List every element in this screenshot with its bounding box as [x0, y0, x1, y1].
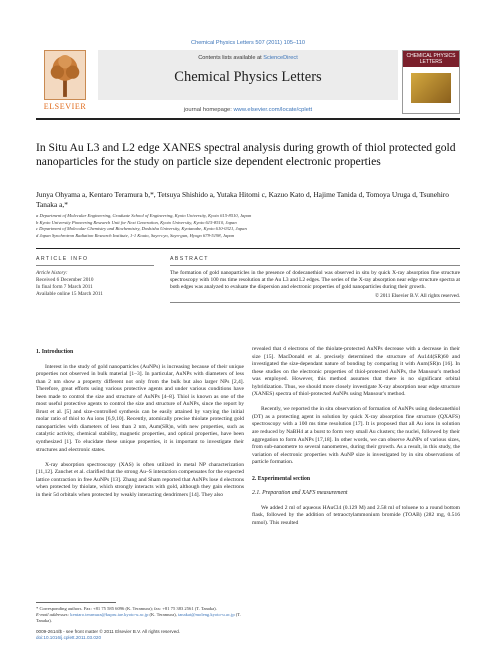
email-addresses [36, 612, 244, 624]
contents-prefix: Contents lists available at [198, 55, 264, 61]
email-suffix-1: (K. Teramura), [148, 612, 178, 617]
journal-banner [98, 50, 398, 100]
intro-paragraph-4: Recently, we reported the in situ observation of formation of AuNPs using dodecanethiol (DT) as a protecting agent in solution by quick X-ray absorption fine structure (QXAFS) spectroscopy with a 100 ms time resolution [17]. It is proposed that all Au ions in solution are reduced by NaBH4 at a burst to form very small Au clusters; the nuclei, followed by their aggregation to form AuNPs [17,18]. In other words, we can observe AuNPs of various sizes, from sub-nanometre to several nanometres, during their growth. As a result, in this study, the variation of electronic properties with AuNP size is investigated by in situ observations of particle formation. [252, 406, 460, 466]
sciencedirect-link[interactable]: ScienceDirect [263, 55, 298, 61]
corresponding-author-note: * Corresponding authors. Fax: +81 75 585 6096 (K. Teramura); fax: +81 75 383 2561 (T. Tanaka). [36, 606, 217, 611]
email-suffix-2: (T. Tanaka). [36, 612, 241, 623]
received-date: Received 6 December 2010 [36, 277, 94, 283]
article-authors: Junya Ohyama a, Kentaro Teramura b,*, Tetsuya Shishido a, Yutaka Hitomi c, Kazuo Kato d, Hajime Tanida d, Tomoya Uruga d, Tsunehiro Tanaka a,* [36, 190, 449, 209]
elsevier-logo [36, 50, 94, 114]
footnotes [36, 602, 244, 624]
affiliation-a: a Department of Molecular Engineering, Graduate School of Engineering, Kyoto University, Kyoto 615-8510, Japan [36, 213, 252, 218]
subsection-2-1-heading: 2.1. Preparation and XAFS measurement [252, 490, 348, 497]
header-rule [36, 118, 460, 120]
tree-illustration [45, 51, 85, 99]
section-2-heading: 2. Experimental section [252, 475, 311, 482]
final-form-date: In final form 7 March 2011 [36, 284, 93, 290]
left-column [36, 346, 244, 499]
right-column [252, 346, 460, 527]
intro-paragraph-2: X-ray absorption spectroscopy (XAS) is often utilized in metal NP characterization [11,12]. Zanchet et al. clarified that the strong Au–S interaction compensates for the expected lattice contraction in free AuNPs [13]. Zhang and Sham reported that AuNPs lose d electrons when protected by thiolate, which strongly interacts with gold, although they gain electrons in their 5d orbitals when protected by weakly interacting dendrimers [14]. They also [36, 461, 244, 498]
journal-cover-thumbnail [402, 50, 460, 114]
journal-citation: Chemical Physics Letters 507 (2011) 105–110 [191, 40, 305, 46]
issn-line: 0009-2614/$ - see front matter © 2011 Elsevier B.V. All rights reserved. [36, 629, 181, 634]
article-title: In Situ Au L3 and L2 edge XANES spectral analysis during growth of thiol protected gold nanoparticles for the study on particle size dependent electronic properties [36, 141, 456, 168]
affiliations [36, 213, 460, 239]
front-matter-footer [36, 629, 296, 641]
cover-label: CHEMICAL PHYSICS LETTERS [403, 51, 459, 67]
abstract-text: The formation of gold nanoparticles in the presence of dodecanethiol was observed in situ by quick X-ray absorption fine structure spectroscopy with 100 ms time resolution at the Au L3 and L2 edges. The series of the X-ray absorption near edge structure spectra at both edges was analyzed to evaluate the dispersion and electronic properties of gold nanoparticles during their growth. [170, 270, 460, 291]
online-date: Available online 15 March 2011 [36, 291, 103, 297]
email-link-tanaka[interactable]: tanakat@moleng.kyoto-u.ac.jp [177, 612, 235, 617]
experimental-paragraph-1: We added 2 ml of aqueous HAuCl4 (0.129 M) and 2.58 ml of toluene to a round bottom flask, followed by the addition of tetraoctylammonium bromide (TOAB) (282 mg, 0.516 mmol). This resulted [252, 504, 460, 526]
cover-art [411, 73, 451, 103]
article-info-header: ARTICLE INFO [36, 256, 154, 266]
homepage-prefix: journal homepage: [183, 107, 234, 113]
tree-icon [44, 50, 86, 100]
copyright-notice: © 2011 Elsevier B.V. All rights reserved. [374, 292, 460, 299]
doi-link[interactable]: doi:10.1016/j.cplett.2011.03.020 [36, 635, 102, 640]
affiliation-c: c Department of Molecular Chemistry and Biochemistry, Doshisha University, Kyotanabe, Kyoto 610-0321, Japan [36, 226, 247, 231]
email-label: E-mail addresses: [36, 612, 71, 617]
affiliation-d: d Japan Synchrotron Radiation Research Institute, 1-1 Kouto, Sayo-cyo, Sayo-gun, Hyogo 679-5198, Japan [36, 232, 235, 238]
journal-name: Chemical Physics Letters [174, 69, 322, 85]
abstract [170, 256, 460, 303]
article-history-label: Article history: [36, 270, 68, 276]
journal-homepage-line [36, 107, 460, 113]
section-1-heading: 1. Introduction [36, 349, 74, 355]
intro-paragraph-3: revealed that d electrons of the thiolate-protected AuNPs decrease with a decrease in their size [15]. MacDonald et al. precisely determined the structure of Au144(SR)60 and investigated the size-dependant nature of bonding by comparing it with Aum(SR)n [16]. In these studies on the electronic properties of thiol-protected AuNPs, the Mansour's method was employed. However, this method assumes that there is no significant orbital hybridization. Thus, we should more closely investigate X-ray absorption near edge structure (XANES) spectra of thiol-protected AuNPs using Mansour's method. [252, 346, 460, 398]
intro-paragraph-1: Interest in the study of gold nanoparticles (AuNPs) is increasing because of their unique properties not observed in bulk material [1–3]. In particular, AuNPs with diameters of less than 2 nm show a property different not only from the bulk but also larger NPs [2,4]. Therefore, great efforts using various protective agents and under various conditions have been made to control the size and structure of AuNPs [4–8]. Thiol is known as one of the most useful protective agents to control the size and structure of AuNPs, since the report by Brust et al. [5] and size-controlled synthesis can be easily attained by varying the initial molar ratio of thiol to Au ions [6,9,10]. Recently, atomically precise thiolate protecting gold nanoparticles with diameters of less than 2 nm, Aum(SR)n, with new properties, such as catalytic activity, chemical stability, magnetic properties, and optical properties, have been synthesized [1]. To elucidate these unique properties, it is important to investigate their structures and electronic states. [36, 363, 244, 453]
affiliations-rule [36, 248, 460, 249]
article-info [36, 256, 154, 298]
email-link-teramura[interactable]: kentaro.teramura@kupru.iae.kyoto-u.ac.jp [70, 612, 149, 617]
homepage-link[interactable]: www.elsevier.com/locate/cplett [233, 107, 313, 113]
publisher-wordmark: ELSEVIER [43, 102, 87, 111]
abstract-header: ABSTRACT [170, 256, 460, 266]
affiliation-b: b Kyoto University Pioneering Research Unit for Next Generation, Kyoto University, Kyoto 615-8510, Japan [36, 219, 237, 225]
abstract-rule [170, 302, 460, 303]
footnote-rule [36, 602, 116, 603]
contents-line [98, 55, 398, 61]
